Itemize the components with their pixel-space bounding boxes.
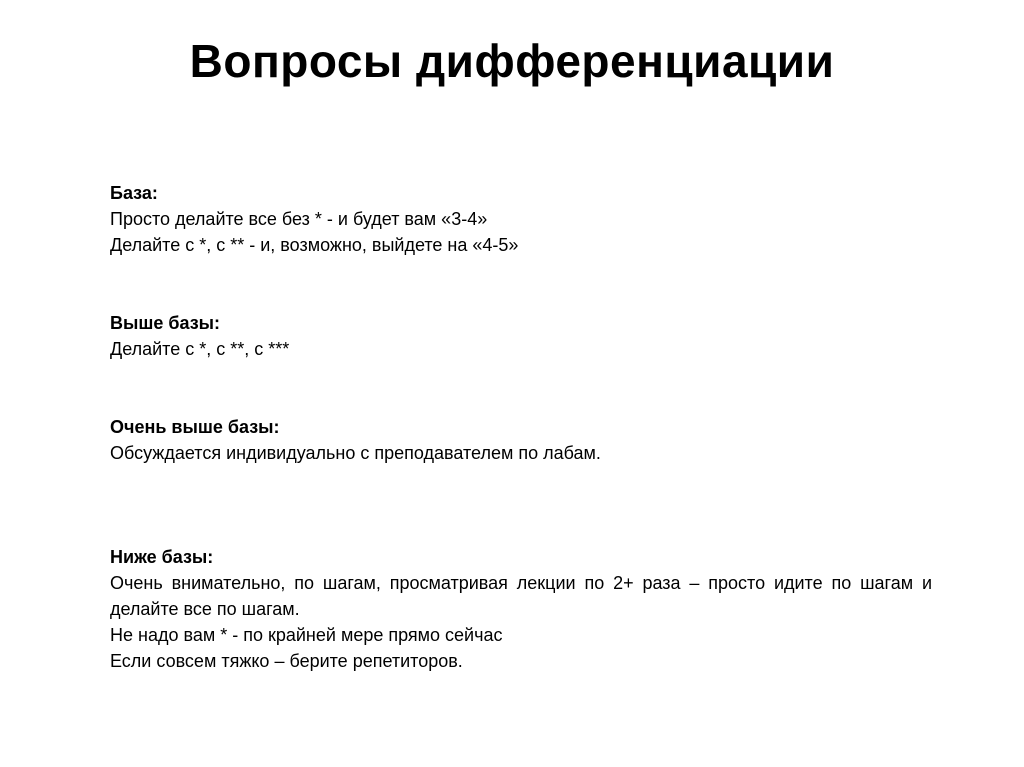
section-above-base (110, 310, 932, 362)
slide-content (110, 180, 932, 674)
spacer (110, 362, 932, 414)
section-line: Делайте с *, с **, с *** (110, 339, 290, 359)
section-heading: Очень выше базы: (110, 417, 280, 437)
section-line: Очень внимательно, по шагам, просматривая лекции по 2+ раза – просто идите по шагам и делайте все по шагам. (110, 573, 932, 619)
section-line: Делайте с *, с ** - и, возможно, выйдете на «4-5» (110, 235, 519, 255)
section-line: Обсуждается индивидуально с преподавателем по лабам. (110, 443, 601, 463)
section-line: Просто делайте все без * - и будет вам «3-4» (110, 209, 488, 229)
section-heading: Ниже базы: (110, 547, 214, 567)
section-heading: Выше базы: (110, 313, 221, 333)
section-line: Если совсем тяжко – берите репетиторов. (110, 651, 463, 671)
section-heading: База: (110, 183, 158, 203)
section-base (110, 180, 932, 258)
spacer (110, 258, 932, 310)
section-below-base (110, 544, 932, 674)
section-well-above-base (110, 414, 932, 466)
section-line: Не надо вам * - по крайней мере прямо сейчас (110, 625, 503, 645)
spacer (110, 466, 932, 544)
slide-title: Вопросы дифференциации (189, 35, 835, 87)
